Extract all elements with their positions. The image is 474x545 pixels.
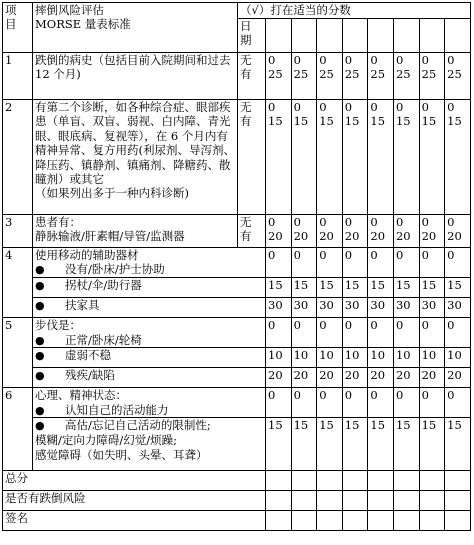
score-cell[interactable]: 0 20 — [291, 215, 317, 248]
table-row — [3, 368, 471, 388]
total-cell[interactable] — [368, 471, 394, 491]
score-cell[interactable]: 0 — [445, 318, 471, 348]
table-row — [3, 418, 471, 471]
score-cell[interactable]: 0 25 — [393, 53, 419, 100]
criterion-text: ● 残疾/缺陷 — [33, 368, 266, 388]
score-cell[interactable]: 15 — [266, 278, 292, 298]
signature-row — [3, 511, 471, 531]
table-row — [3, 248, 471, 278]
fall-risk-cell[interactable] — [419, 491, 445, 511]
criterion-text: ● 高估/忘记自己活动的限制性; 模糊/定向力障碍/幻觉/烦躁; 感觉障碍（如失明、头晕、耳聋） — [33, 418, 266, 471]
score-cell[interactable]: 30 — [317, 298, 343, 318]
score-cell[interactable]: 10 — [393, 348, 419, 368]
score-cell[interactable]: 20 — [393, 368, 419, 388]
score-cell[interactable]: 0 — [291, 388, 317, 418]
score-cell[interactable]: 20 — [291, 368, 317, 388]
criterion-text: ● 拐杖/伞/助行器 — [33, 278, 266, 298]
criterion-text: ● 虚弱不稳 — [33, 348, 266, 368]
score-cell[interactable]: 15 — [291, 418, 317, 471]
fall-risk-cell[interactable] — [445, 491, 471, 511]
bullet-icon: ● — [35, 369, 45, 383]
score-cell[interactable]: 10 — [342, 348, 368, 368]
score-cell[interactable]: 20 — [317, 368, 343, 388]
total-cell[interactable] — [393, 471, 419, 491]
score-cell[interactable]: 0 — [266, 248, 292, 278]
bullet-icon: ● — [35, 299, 45, 313]
criterion-text: 跌倒的病史（包括目前入院期间和过去 12 个月) — [33, 53, 238, 100]
item-number: 5 — [3, 318, 33, 388]
score-cell[interactable]: 0 15 — [266, 100, 292, 215]
score-cell[interactable]: 30 — [342, 298, 368, 318]
score-cell[interactable]: 0 — [445, 388, 471, 418]
total-cell[interactable] — [291, 471, 317, 491]
none-have-label: 无 有 — [238, 53, 266, 100]
score-cell[interactable]: 0 20 — [266, 215, 292, 248]
none-have-label: 无 有 — [238, 215, 266, 248]
item-number: 3 — [3, 215, 33, 248]
signature-cell[interactable] — [393, 511, 419, 531]
score-cell[interactable]: 10 — [291, 348, 317, 368]
fall-risk-cell[interactable] — [291, 491, 317, 511]
total-label: 总分 — [3, 471, 266, 491]
fall-risk-row — [3, 491, 471, 511]
item-number: 1 — [3, 53, 33, 100]
score-cell[interactable]: 0 25 — [342, 53, 368, 100]
score-cell[interactable]: 20 — [445, 368, 471, 388]
criterion-text: 有第二个诊断，如各种综合症、眼部疾患（单盲、双盲、弱视、白内障、青光眼、眼底病、复视等），在 6 个月内有精神异常、复方用药(利尿剂、导泻剂、降压药、镇静剂、镇痛剂、降糖药、散瞳剂）或其它 （如果列出多于一种内科诊断) — [33, 100, 238, 215]
table-row — [3, 318, 471, 348]
score-cell[interactable]: 0 15 — [291, 100, 317, 215]
score-cell[interactable]: 0 15 — [317, 100, 343, 215]
score-cell[interactable]: 20 — [266, 368, 292, 388]
score-cell[interactable]: 10 — [317, 348, 343, 368]
bullet-icon: ● — [35, 419, 45, 433]
score-cell[interactable]: 0 — [368, 318, 394, 348]
signature-cell[interactable] — [317, 511, 343, 531]
score-cell[interactable]: 30 — [393, 298, 419, 318]
date-label: 日 期 — [238, 19, 266, 53]
score-cell[interactable]: 0 — [419, 318, 445, 348]
score-cell[interactable]: 0 20 — [445, 215, 471, 248]
table-row — [3, 348, 471, 368]
score-cell[interactable]: 0 25 — [266, 53, 292, 100]
morse-fall-risk-form — [2, 2, 471, 531]
score-cell[interactable]: 0 — [291, 248, 317, 278]
fall-risk-label: 是否有跌倒风险 — [3, 491, 266, 511]
score-cell[interactable]: 0 20 — [368, 215, 394, 248]
score-cell[interactable]: 15 — [291, 278, 317, 298]
score-cell[interactable]: 0 — [266, 388, 292, 418]
signature-cell[interactable] — [368, 511, 394, 531]
total-cell[interactable] — [266, 471, 292, 491]
score-cell[interactable]: 15 — [368, 278, 394, 298]
criterion-text: ● 扶家具 — [33, 298, 266, 318]
score-cell[interactable]: 15 — [445, 278, 471, 298]
signature-cell[interactable] — [419, 511, 445, 531]
score-cell[interactable]: 15 — [393, 278, 419, 298]
score-cell[interactable]: 0 25 — [291, 53, 317, 100]
fall-risk-cell[interactable] — [317, 491, 343, 511]
score-cell[interactable]: 15 — [419, 418, 445, 471]
score-cell[interactable]: 30 — [445, 298, 471, 318]
signature-cell[interactable] — [266, 511, 292, 531]
score-cell[interactable]: 15 — [393, 418, 419, 471]
score-cell[interactable]: 0 15 — [445, 100, 471, 215]
fall-risk-cell[interactable] — [342, 491, 368, 511]
date-cell[interactable] — [342, 19, 368, 53]
score-cell[interactable]: 0 15 — [368, 100, 394, 215]
date-cell[interactable] — [419, 19, 445, 53]
score-cell[interactable]: 30 — [291, 298, 317, 318]
score-cell[interactable]: 15 — [419, 278, 445, 298]
table-row — [3, 100, 471, 215]
fall-risk-cell[interactable] — [368, 491, 394, 511]
date-cell[interactable] — [445, 19, 471, 53]
date-cell[interactable] — [291, 19, 317, 53]
score-cell[interactable]: 20 — [368, 368, 394, 388]
criterion-text: 心理、精神状态： ● 认知自己的活动能力 — [33, 388, 266, 418]
score-cell[interactable]: 0 — [317, 388, 343, 418]
score-cell[interactable]: 0 20 — [317, 215, 343, 248]
score-cell[interactable]: 20 — [342, 368, 368, 388]
score-cell[interactable]: 0 15 — [342, 100, 368, 215]
score-cell[interactable]: 0 — [419, 248, 445, 278]
criterion-text: 使用移动的辅助器材 ● 没有/卧床/护士协助 — [33, 248, 266, 278]
score-cell[interactable]: 0 — [368, 388, 394, 418]
score-cell[interactable]: 0 — [445, 248, 471, 278]
score-cell[interactable]: 0 25 — [445, 53, 471, 100]
fall-risk-cell[interactable] — [266, 491, 292, 511]
criterion-text: 步伐是： ● 正常/卧床/轮椅 — [33, 318, 266, 348]
date-cell[interactable] — [266, 19, 292, 53]
total-row — [3, 471, 471, 491]
score-cell[interactable]: 0 — [342, 248, 368, 278]
table-row — [3, 298, 471, 318]
table-row — [3, 53, 471, 100]
score-cell[interactable]: 0 — [317, 248, 343, 278]
none-have-label: 无 有 — [238, 100, 266, 215]
item-column-header: 项 目 — [3, 3, 33, 53]
table-row — [3, 215, 471, 248]
bullet-icon: ● — [35, 349, 45, 363]
score-cell[interactable]: 30 — [419, 298, 445, 318]
score-cell[interactable]: 0 — [393, 318, 419, 348]
date-cell[interactable] — [317, 19, 343, 53]
signature-cell[interactable] — [291, 511, 317, 531]
score-cell[interactable]: 10 — [445, 348, 471, 368]
score-cell[interactable]: 15 — [368, 418, 394, 471]
score-cell[interactable]: 20 — [419, 368, 445, 388]
scale-title-header: 摔倒风险评估 MORSE 量表标准 — [33, 3, 238, 53]
date-cell[interactable] — [368, 19, 394, 53]
score-cell[interactable]: 0 15 — [419, 100, 445, 215]
table-row — [3, 278, 471, 298]
total-cell[interactable] — [317, 471, 343, 491]
score-cell[interactable]: 0 — [342, 388, 368, 418]
score-cell[interactable]: 0 — [393, 248, 419, 278]
score-cell[interactable]: 0 — [368, 248, 394, 278]
fall-risk-cell[interactable] — [393, 491, 419, 511]
total-cell[interactable] — [342, 471, 368, 491]
score-cell[interactable]: 0 25 — [317, 53, 343, 100]
score-cell[interactable]: 0 — [342, 318, 368, 348]
signature-label: 签名 — [3, 511, 266, 531]
score-cell[interactable]: 15 — [342, 418, 368, 471]
score-cell[interactable]: 30 — [368, 298, 394, 318]
score-cell[interactable]: 30 — [266, 298, 292, 318]
score-cell[interactable]: 15 — [317, 418, 343, 471]
item-number: 4 — [3, 248, 33, 318]
score-cell[interactable]: 0 25 — [368, 53, 394, 100]
item-number: 2 — [3, 100, 33, 215]
score-cell[interactable]: 10 — [368, 348, 394, 368]
score-cell[interactable]: 0 — [317, 318, 343, 348]
score-cell[interactable]: 0 15 — [393, 100, 419, 215]
score-cell[interactable]: 0 — [291, 318, 317, 348]
score-cell[interactable]: 0 20 — [342, 215, 368, 248]
bullet-icon: ● — [35, 403, 45, 417]
instruction-header: （√）打在适当的分数 — [238, 3, 471, 19]
signature-cell[interactable] — [445, 511, 471, 531]
score-cell[interactable]: 10 — [266, 348, 292, 368]
score-cell[interactable]: 0 25 — [419, 53, 445, 100]
score-cell[interactable]: 0 — [393, 388, 419, 418]
bullet-icon: ● — [35, 279, 45, 293]
date-cell[interactable] — [393, 19, 419, 53]
score-cell[interactable]: 0 20 — [393, 215, 419, 248]
criterion-text: 患者有： 静脉输液/肝素帽/导管/监测器 — [33, 215, 238, 248]
score-cell[interactable]: 15 — [445, 418, 471, 471]
score-cell[interactable]: 15 — [317, 278, 343, 298]
table-row — [3, 388, 471, 418]
score-cell[interactable]: 10 — [419, 348, 445, 368]
score-cell[interactable]: 15 — [342, 278, 368, 298]
total-cell[interactable] — [419, 471, 445, 491]
item-number: 6 — [3, 388, 33, 471]
score-cell[interactable]: 0 — [419, 388, 445, 418]
total-cell[interactable] — [445, 471, 471, 491]
score-cell[interactable]: 15 — [266, 418, 292, 471]
score-cell[interactable]: 0 — [266, 318, 292, 348]
score-cell[interactable]: 0 20 — [419, 215, 445, 248]
bullet-icon: ● — [35, 263, 45, 277]
bullet-icon: ● — [35, 333, 45, 347]
signature-cell[interactable] — [342, 511, 368, 531]
